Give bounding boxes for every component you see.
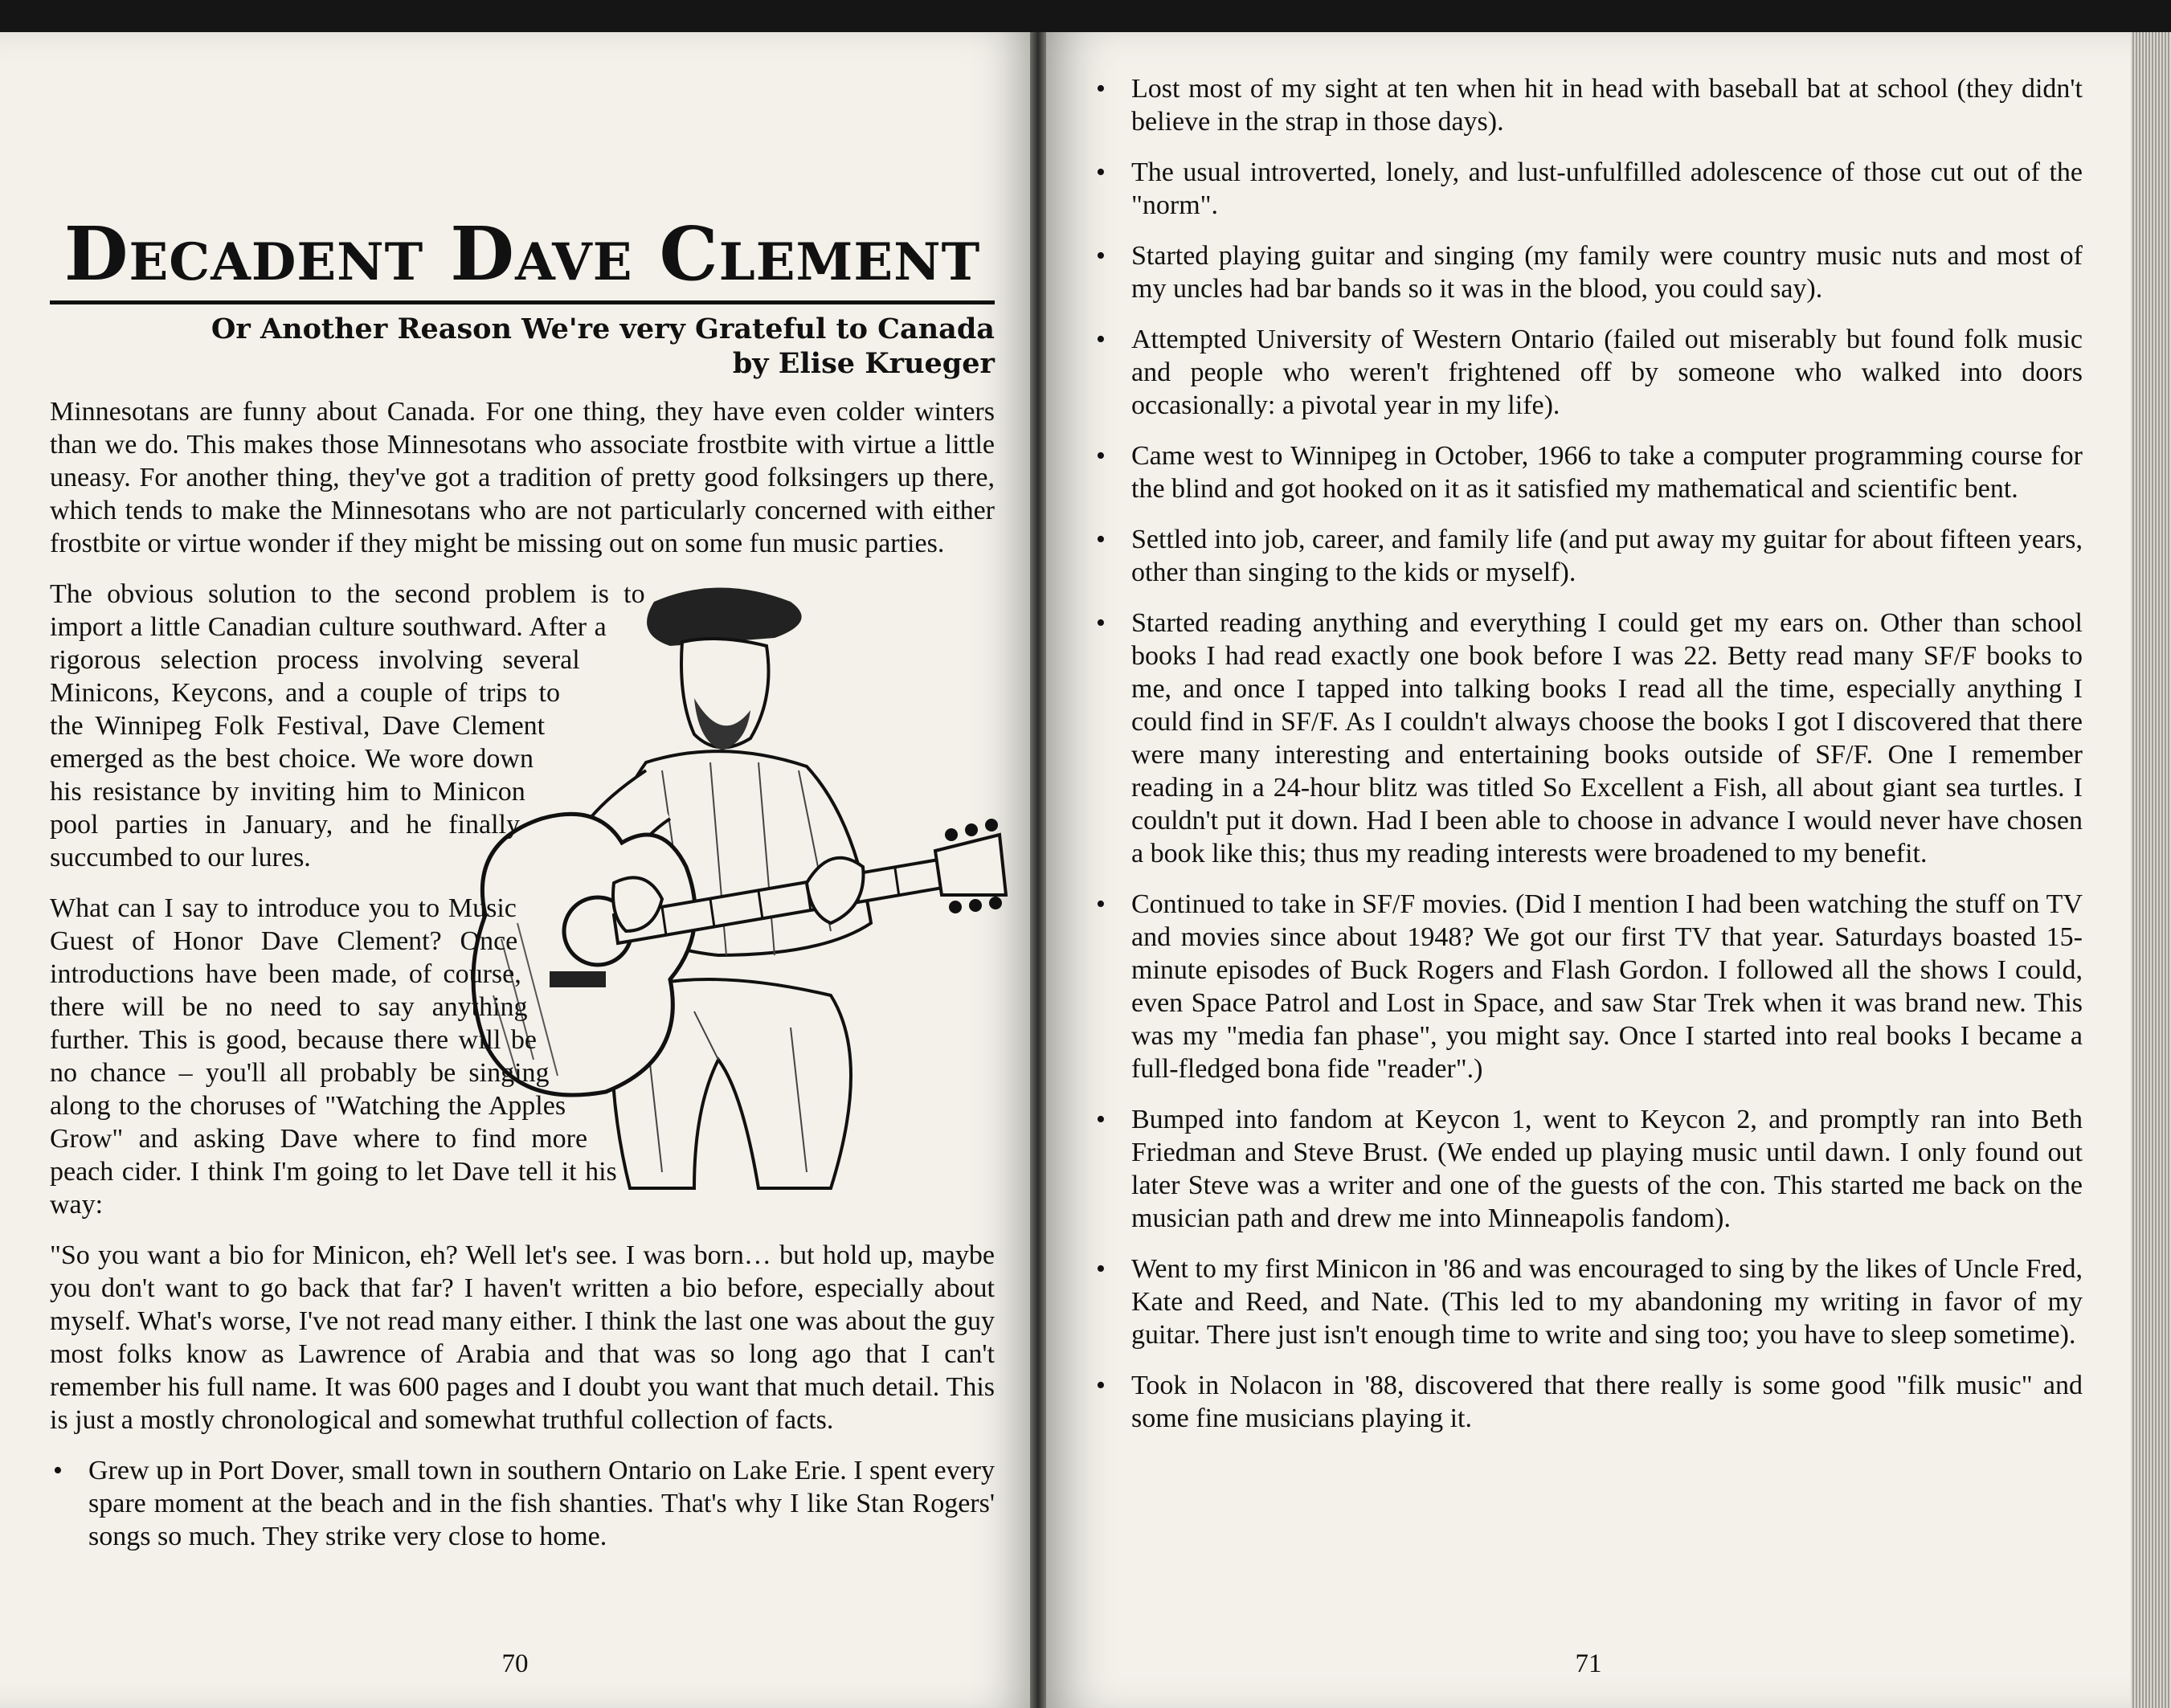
intro-paragraph: Minnesotans are funny about Canada. For one thing, they have even colder winters than we do. This makes those Minnesotans who associate frostbite with virtue a little uneasy. For another thing, they've got a tradition of pretty good folksingers up there, which tends to make the Minnesotans who are not particularly concerned with either frostbite or virtue wonder if they might be missing out on some fun music parties. [50,397,995,559]
bio-bullet: • Started playing guitar and singing (my family were country music nuts and most of my uncles had bar bands so it was in the blood, you could say). [1093,239,2083,305]
bio-bullet: • Lost most of my sight at ten when hit in head with baseball bat at school (they didn't believe in the strap in those days). [1093,72,2083,138]
left-page [0,32,1030,1708]
bio-bullet: • Took in Nolacon in '88, discovered that there really is some good "filk music" and some fine musicians playing it. [1093,1369,2083,1435]
page-number-right: 71 [1575,1649,1602,1678]
selection-paragraph: The obvious solution to the second problem is to import a little Canadian culture southward. After a rigorous selection process involving several Minicons, Keycons, and a couple of trips to the Winnipeg Folk Festival, Dave Clement emerged as the best choice. We wore down his resistance by inviting him to Minicon pool parties in January, and he finally succumbed to our lures. [50,579,645,873]
introduction-paragraph: What can I say to introduce you to Music Guest of Honor Dave Clement? Once introductions have been made, of course, there will be no need to say anything further. This is good, because there will be no chance – you'll all probably be singing along to the choruses of "Watching the Apples Grow" and asking Dave where to find more peach cider. I think I'm going to let Dave tell it his way: [50,893,617,1220]
bio-list-right [1093,72,2083,1435]
bio-list-left [50,1454,995,1553]
page-edges [2131,32,2171,1708]
bio-bullet: • Attempted University of Western Ontario (failed out miserably but found folk music and people who weren't frightened off by someone who walked into doors occasionally: a pivotal year in my life). [1093,323,2083,422]
bio-bullet: • Settled into job, career, and family life (and put away my guitar for about fifteen years, other than singing to the kids or myself). [1093,523,2083,589]
bio-bullet: • Grew up in Port Dover, small town in southern Ontario on Lake Erie. I spent every spare moment at the beach and in the fish shanties. That's why I like Stan Rogers' songs so much. They strike very close to home. [50,1454,995,1553]
bio-bullet: • Continued to take in SF/F movies. (Did I mention I had been watching the stuff on TV and movies since about 1948? We got our first TV that year. Saturdays boasted 15-minute episodes of Buck Rogers and Flash Gordon. I followed all the shows I could, even Space Patrol and Lost in Space, and saw Star Trek when it was brand new. This was my "media fan phase", you might say. Once I started into real books I became a full-fledged bona fide "reader".) [1093,888,2083,1085]
article-subtitle: Or Another Reason We're very Grateful to Canada [211,313,995,345]
bio-bullet: • Started reading anything and everything I could get my ears on. Other than school books I had read exactly one book before I was 22. Betty read many SF/F books to me, and once I tapped into talking books I read all the time, especially anything I could find in SF/F. As I couldn't always choose the books I got I discovered that there were many interesting and entertaining books outside of SF/F. One I remember reading in a 24-hour blitz was titled So Excellent a Fish, all about giant sea turtles. I couldn't put it down. Had I been able to choose in advance I would never have chosen a book like this; thus my reading interests were broadened to my benefit. [1093,607,2083,870]
title-rule [50,300,995,304]
bio-intro-paragraph: "So you want a bio for Minicon, eh? Well let's see. I was born… but hold up, maybe you don't want to go back that far? I haven't written a bio before, especially about myself. What's worse, I've not read many either. I think the last one was about the guy most folks know as Lawrence of Arabia and that was so long ago that I can't remember his full name. It was 600 pages and I doubt you want that much detail. This is just a mostly chronological and somewhat truthful collection of facts. [50,1240,995,1436]
book-spine [1030,32,1046,1708]
right-page [1046,32,2131,1708]
bio-bullet: • Bumped into fandom at Keycon 1, went to Keycon 2, and promptly ran into Beth Friedman and Steve Brust. (We ended up playing music until dawn. I only found out later Steve was a writer and one of the guests of the con. This started me back on the musician path and drew me into Minneapolis fandom). [1093,1103,2083,1235]
bio-bullet: • Came west to Winnipeg in October, 1966 to take a computer programming course for the blind and got hooked on it as it satisfied my mathematical and scientific bent. [1093,439,2083,505]
article-title: Decadent Dave Clement [63,210,981,297]
bio-bullet: • The usual introverted, lonely, and lust-unfulfilled adolescence of those cut out of the "norm". [1093,156,2083,222]
page-number-left: 70 [501,1649,529,1678]
article-byline: by Elise Krueger [732,346,995,380]
bio-bullet: • Went to my first Minicon in '86 and was encouraged to sing by the likes of Uncle Fred, Kate and Reed, and Nate. (This led to my abandoning my writing in favor of my guitar. There just isn't enough time to write and sing too; you have to sleep sometime). [1093,1252,2083,1351]
